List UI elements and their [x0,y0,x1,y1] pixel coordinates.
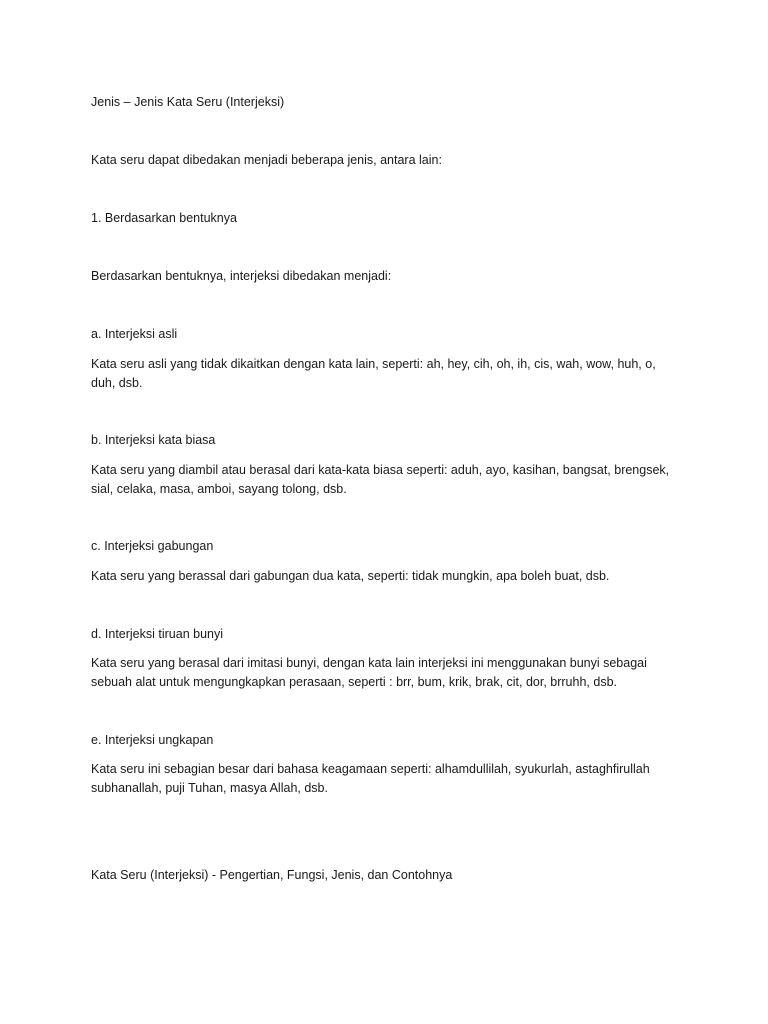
item-body-e [91,760,691,798]
item-body-line: Kata seru ini sebagian besar dari bahasa keagamaan seperti: alhamdullilah, syukurlah, astaghfirullah [91,762,650,776]
item-heading-c: c. Interjeksi gabungan [91,539,214,553]
item-body-line: subhanallah, puji Tuhan, masya Allah, dsb. [91,781,328,795]
intro-text: Kata seru dapat dibedakan menjadi beberapa jenis, antara lain: [91,153,442,167]
item-heading-d: d. Interjeksi tiruan bunyi [91,627,224,641]
item-body-line: Kata seru yang berasal dari imitasi bunyi, dengan kata lain interjeksi ini menggunakan bunyi sebagai [91,656,647,670]
item-body-a [91,355,691,393]
section-heading: 1. Berdasarkan bentuknya [91,211,237,225]
item-body-line: sial, celaka, masa, amboi, sayang tolong, dsb. [91,482,347,496]
item-body-line: sebuah alat untuk mengungkapkan perasaan, seperti : brr, bum, krik, brak, cit, dor, brruhh, dsb. [91,675,617,689]
item-heading-e: e. Interjeksi ungkapan [91,733,214,747]
item-body-c [91,567,691,586]
item-body-d [91,654,691,692]
section-intro: Berdasarkan bentuknya, interjeksi dibedakan menjadi: [91,269,392,283]
item-body-line: Kata seru yang diambil atau berasal dari kata-kata biasa seperti: aduh, ayo, kasihan, bangsat, brengsek, [91,463,670,477]
item-body-b [91,461,691,499]
footer-title: Kata Seru (Interjeksi) - Pengertian, Fungsi, Jenis, dan Contohnya [91,868,453,882]
item-heading-a: a. Interjeksi asli [91,327,178,341]
item-heading-b: b. Interjeksi kata biasa [91,433,216,447]
item-body-line: Kata seru yang berassal dari gabungan dua kata, seperti: tidak mungkin, apa boleh buat, dsb. [91,569,610,583]
item-body-line: Kata seru asli yang tidak dikaitkan dengan kata lain, seperti: ah, hey, cih, oh, ih, cis, wah, wow, huh, o, [91,357,656,371]
document-title: Jenis – Jenis Kata Seru (Interjeksi) [91,95,285,109]
item-body-line: duh, dsb. [91,376,143,390]
